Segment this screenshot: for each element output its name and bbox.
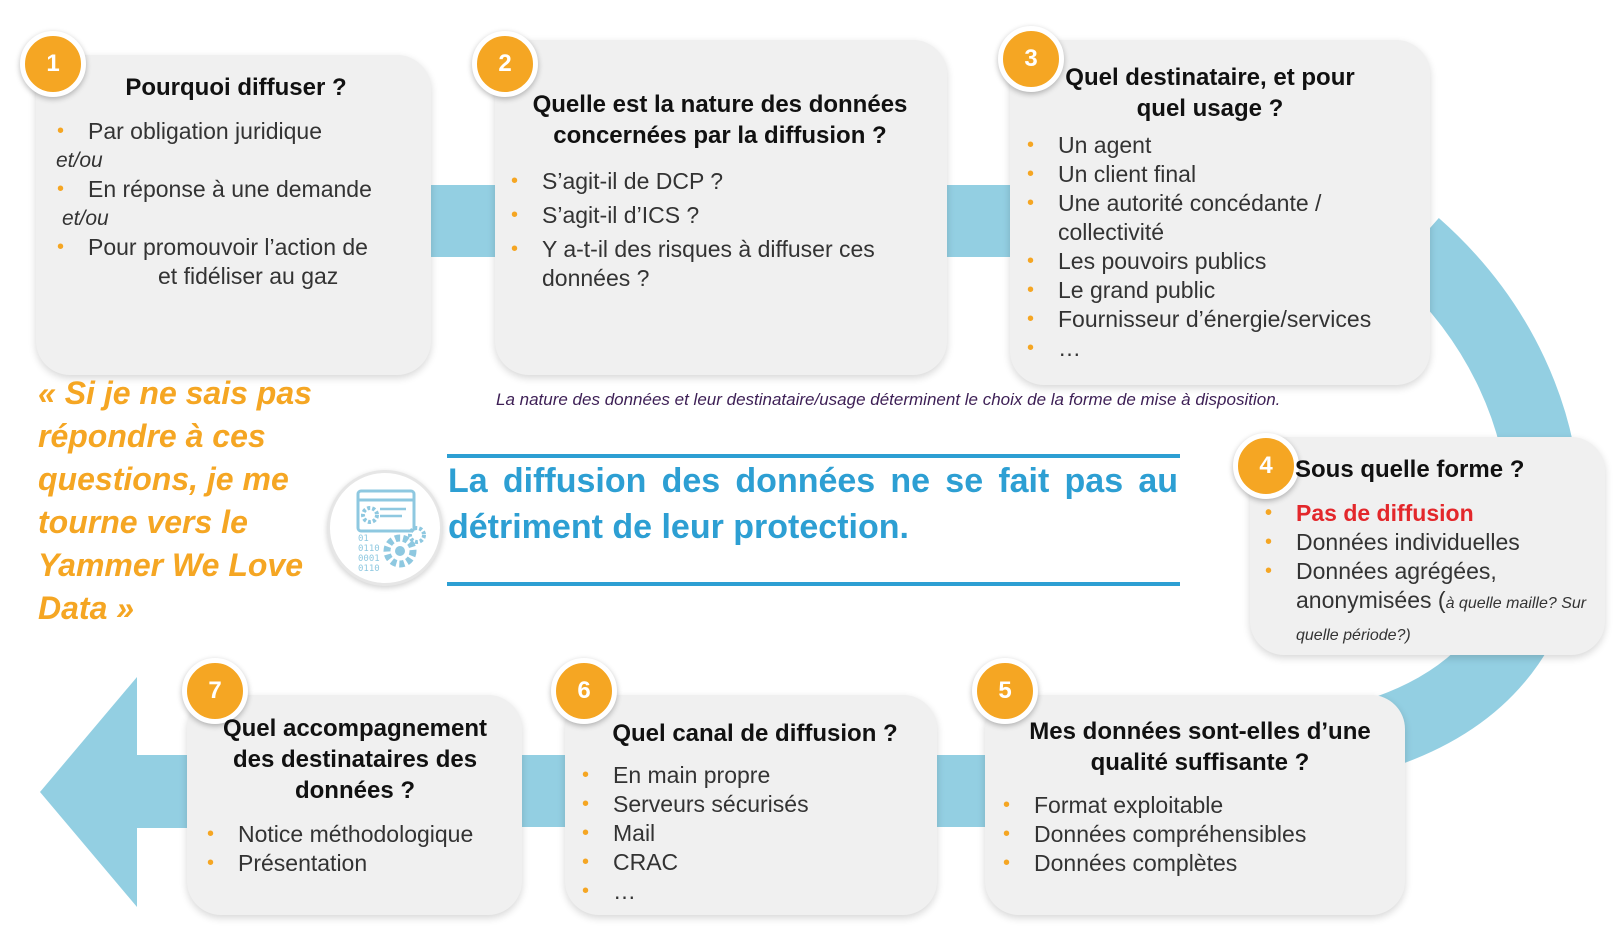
step-title-6: Quel canal de diffusion ? [612, 720, 898, 747]
step3-item: • Un client final [1024, 160, 1424, 189]
step6-item: • Serveurs sécurisés [579, 790, 919, 819]
step3-item: • Une autorité concédante / collectivité [1024, 189, 1424, 247]
caption-note: La nature des données et leur destinataire/usage déterminent le choix de la forme de mise à disposition. [496, 390, 1281, 409]
step5-item: • Format exploitable [1000, 791, 1390, 820]
arrow-head-left [40, 677, 200, 907]
step7-item: • Présentation [204, 849, 524, 878]
step4-item [1262, 557, 1602, 650]
step6-item: • … [579, 877, 919, 906]
step1-item-continued: et fidéliser au gaz [158, 263, 339, 289]
step-items-5 [1000, 791, 1390, 878]
step6-item: • CRAC [579, 848, 919, 877]
step-items-3 [1024, 131, 1424, 363]
step5-item: • Données complètes [1000, 849, 1390, 878]
step5-item: • Données compréhensibles [1000, 820, 1390, 849]
yammer-quote: « Si je ne sais pas répondre à ces questions, je me tourne vers le Yammer We Love Data » [38, 375, 312, 626]
svg-text:0110: 0110 [358, 564, 380, 574]
step1-item: • Pour promouvoir l’action de [54, 233, 424, 262]
step3-item: • Les pouvoirs publics [1024, 247, 1424, 276]
step-items-1 [54, 117, 424, 291]
step1-item: • Par obligation juridique [54, 117, 424, 146]
step7-item: • Notice méthodologique [204, 820, 524, 849]
step1-item: • En réponse à une demande [54, 175, 424, 204]
step4-item-text: Données agrégées, anonymisées ( [1296, 558, 1497, 613]
step-title-5: Mes données sont-elles d’une qualité suffisante ? [1029, 718, 1371, 776]
step3-item: • Le grand public [1024, 276, 1424, 305]
svg-text:0110: 0110 [358, 544, 380, 554]
step-items-4 [1262, 499, 1602, 650]
step-title-3: Quel destinataire, et pour quel usage ? [1065, 64, 1355, 122]
step-badge-3: 3 [998, 26, 1064, 92]
step2-item: • Y a-t-il des risques à diffuser ces données ? [508, 235, 928, 293]
step-items-7 [204, 820, 524, 878]
data-gears-icon [327, 470, 443, 586]
step-badge-5: 5 [972, 658, 1038, 724]
step1-separator: et/ou [62, 207, 109, 230]
step4-item-note: à quelle maille? Sur quelle période?) [1296, 595, 1587, 644]
step3-item: • Un agent [1024, 131, 1424, 160]
step-items-6 [579, 761, 919, 906]
step4-item: • Données individuelles [1262, 528, 1602, 557]
step2-item: • S’agit-il d’ICS ? [508, 201, 928, 230]
step1-separator: et/ou [56, 149, 103, 172]
step4-item-no-diffusion: • Pas de diffusion [1262, 499, 1602, 528]
statement-bottom-rule [447, 582, 1180, 586]
step-title-4: Sous quelle forme ? [1295, 456, 1525, 483]
step-title-2: Quelle est la nature des données concernées par la diffusion ? [532, 91, 908, 149]
step-title-7: Quel accompagnement des destinataires des données ? [222, 715, 488, 804]
svg-text:01: 01 [358, 534, 369, 544]
step6-item: • Mail [579, 819, 919, 848]
step3-item: • Fournisseur d’énergie/services [1024, 305, 1424, 334]
step2-item: • S’agit-il de DCP ? [508, 167, 928, 196]
svg-text:0001: 0001 [358, 554, 380, 564]
step-items-2 [508, 167, 928, 293]
step-badge-2: 2 [472, 31, 538, 97]
step-title-1: Pourquoi diffuser ? [125, 74, 347, 101]
step-badge-6: 6 [551, 658, 617, 724]
step-badge-7: 7 [182, 658, 248, 724]
step3-item: • … [1024, 334, 1424, 363]
step6-item: • En main propre [579, 761, 919, 790]
step-badge-4: 4 [1233, 433, 1299, 499]
step-badge-1: 1 [20, 31, 86, 97]
statement-text: La diffusion des données ne se fait pas au détriment de leur protection. [448, 462, 1178, 546]
data-gears-icon-graphic [330, 473, 440, 583]
